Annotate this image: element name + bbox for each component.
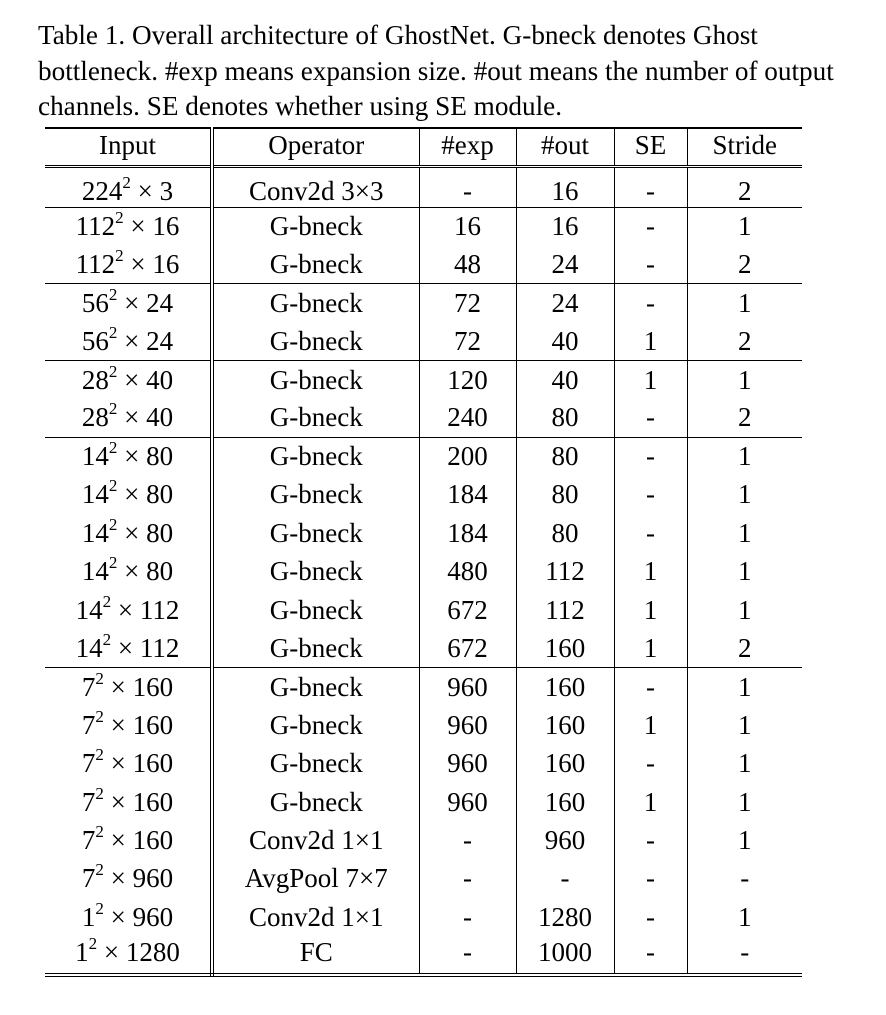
input-channels: × 1280 — [97, 937, 180, 968]
cell-input — [45, 860, 212, 898]
cell-se: - — [614, 514, 687, 552]
header-stride: Stride — [687, 128, 802, 166]
input-size: 14 — [75, 632, 103, 663]
cell-operator: G-bneck — [212, 553, 419, 591]
table-row — [45, 476, 802, 514]
cell-exp: 672 — [419, 629, 516, 667]
input-size: 14 — [81, 441, 109, 472]
input-exponent: 2 — [108, 322, 118, 342]
cell-stride: 1 — [687, 437, 802, 475]
cell-se: 1 — [614, 361, 687, 399]
input-exponent: 2 — [95, 706, 104, 726]
cell-stride: 2 — [738, 632, 752, 663]
cell-stride: 1 — [738, 824, 752, 855]
input-exponent: 2 — [95, 668, 104, 688]
table-row — [45, 553, 802, 591]
cell-se: 1 — [614, 783, 687, 821]
input-exponent: 2 — [108, 361, 118, 381]
cell-se: - — [614, 860, 687, 898]
table-row — [45, 783, 802, 821]
input-channels: × 112 — [111, 632, 180, 663]
cell-out: - — [516, 860, 614, 898]
cell-out: 80 — [516, 476, 614, 514]
cell-out: 160 — [516, 744, 614, 782]
table-row — [45, 361, 802, 399]
input-size: 7 — [81, 748, 96, 779]
cell-out: 16 — [516, 207, 614, 245]
cell-operator: G-bneck — [212, 361, 419, 399]
cell-input — [45, 936, 212, 974]
cell-se: - — [614, 399, 687, 437]
cell-se: - — [614, 166, 687, 207]
cell-out: 160 — [516, 706, 614, 744]
cell-operator: Conv2d 1×1 — [212, 821, 419, 859]
cell-out: 960 — [516, 821, 614, 859]
header-operator: Operator — [212, 128, 419, 166]
input-size: 14 — [81, 556, 109, 587]
cell-stride: 1 — [738, 517, 752, 548]
cell-exp: 16 — [419, 207, 516, 245]
input-size: 1 — [81, 901, 96, 932]
cell-operator: G-bneck — [212, 284, 419, 322]
cell-out: 16 — [516, 166, 614, 207]
cell-se: - — [614, 245, 687, 283]
architecture-table — [45, 127, 802, 977]
cell-out: 40 — [516, 322, 614, 360]
table-row — [45, 936, 802, 974]
input-size: 56 — [81, 325, 109, 356]
input-exponent: 2 — [95, 745, 104, 765]
table-row — [45, 629, 802, 667]
cell-input — [45, 514, 212, 552]
table-row — [45, 399, 802, 437]
input-exponent: 2 — [108, 438, 118, 458]
table-row — [45, 207, 802, 245]
table-row — [45, 166, 802, 207]
architecture-table-container — [45, 127, 802, 977]
header-row — [45, 128, 802, 166]
cell-out: 112 — [516, 591, 614, 629]
input-channels: × 16 — [123, 248, 180, 279]
cell-exp: - — [419, 860, 516, 898]
cell-input — [45, 629, 212, 667]
cell-input — [45, 361, 212, 399]
input-channels: × 16 — [123, 210, 180, 241]
cell-exp: - — [419, 166, 516, 207]
cell-stride: - — [740, 863, 750, 894]
input-exponent: 2 — [115, 207, 124, 227]
input-exponent: 2 — [95, 860, 104, 880]
table-row — [45, 284, 802, 322]
cell-se: 1 — [614, 591, 687, 629]
cell-input — [45, 744, 212, 782]
cell-stride: 1 — [687, 284, 802, 322]
input-size: 7 — [81, 671, 96, 702]
cell-exp: 200 — [419, 437, 516, 475]
table-row — [45, 245, 802, 283]
cell-input — [45, 284, 212, 322]
input-channels: × 80 — [117, 517, 174, 548]
table-row — [45, 668, 802, 706]
table-row — [45, 437, 802, 475]
input-size: 224 — [81, 175, 123, 206]
table-row — [45, 591, 802, 629]
cell-se: - — [614, 936, 687, 974]
input-channels: × 160 — [103, 709, 174, 740]
cell-input — [45, 668, 212, 706]
input-size: 14 — [81, 517, 109, 548]
input-exponent: 2 — [95, 783, 104, 803]
cell-exp: - — [419, 821, 516, 859]
cell-exp: 184 — [419, 514, 516, 552]
cell-stride: 1 — [687, 207, 802, 245]
table-row — [45, 860, 802, 898]
input-size: 7 — [81, 786, 96, 817]
input-exponent: 2 — [95, 898, 104, 918]
cell-stride: 1 — [738, 594, 752, 625]
cell-exp: 480 — [419, 553, 516, 591]
cell-stride: 1 — [738, 709, 752, 740]
cell-input — [45, 706, 212, 744]
cell-input — [45, 821, 212, 859]
input-size: 7 — [81, 709, 96, 740]
cell-stride: 1 — [738, 901, 752, 932]
cell-input — [45, 166, 212, 207]
input-channels: × 960 — [103, 863, 174, 894]
cell-input — [45, 207, 212, 245]
cell-exp: 72 — [419, 284, 516, 322]
cell-se: 1 — [614, 706, 687, 744]
cell-operator: G-bneck — [212, 706, 419, 744]
cell-operator: Conv2d 1×1 — [212, 898, 419, 936]
input-channels: × 960 — [103, 901, 174, 932]
input-channels: × 24 — [117, 287, 174, 318]
cell-stride: 2 — [738, 325, 752, 356]
input-channels: × 80 — [117, 479, 174, 510]
input-size: 7 — [81, 824, 96, 855]
cell-se: - — [614, 821, 687, 859]
input-exponent: 2 — [108, 476, 118, 496]
input-channels: × 3 — [130, 175, 174, 206]
cell-stride: 1 — [738, 748, 752, 779]
header-out: #out — [516, 128, 614, 166]
cell-se: - — [614, 744, 687, 782]
cell-operator: G-bneck — [212, 514, 419, 552]
cell-exp: - — [419, 898, 516, 936]
input-channels: × 160 — [103, 824, 174, 855]
cell-se: 1 — [614, 629, 687, 667]
table-row — [45, 898, 802, 936]
input-channels: × 40 — [117, 402, 174, 433]
cell-exp: 960 — [419, 783, 516, 821]
input-channels: × 80 — [117, 556, 174, 587]
cell-input — [45, 245, 212, 283]
input-exponent: 2 — [122, 172, 131, 192]
cell-se: - — [614, 668, 687, 706]
cell-exp: 48 — [419, 245, 516, 283]
cell-operator: G-bneck — [212, 245, 419, 283]
input-channels: × 112 — [111, 594, 180, 625]
cell-operator: G-bneck — [212, 629, 419, 667]
cell-operator: Conv2d 3×3 — [212, 166, 419, 207]
header-input: Input — [45, 128, 212, 166]
cell-operator: G-bneck — [212, 591, 419, 629]
cell-out: 40 — [516, 361, 614, 399]
input-size: 28 — [81, 402, 109, 433]
table-row — [45, 744, 802, 782]
cell-out: 1280 — [516, 898, 614, 936]
cell-input — [45, 399, 212, 437]
input-channels: × 40 — [117, 364, 174, 395]
header-exp: #exp — [419, 128, 516, 166]
input-size: 14 — [75, 594, 103, 625]
input-channels: × 160 — [103, 786, 174, 817]
cell-out: 80 — [516, 514, 614, 552]
cell-exp: 72 — [419, 322, 516, 360]
input-exponent: 2 — [95, 821, 104, 841]
cell-operator: G-bneck — [212, 668, 419, 706]
cell-operator: G-bneck — [212, 744, 419, 782]
cell-out: 80 — [516, 399, 614, 437]
cell-se: 1 — [614, 553, 687, 591]
cell-operator: G-bneck — [212, 207, 419, 245]
input-channels: × 160 — [103, 748, 174, 779]
input-channels: × 24 — [117, 325, 174, 356]
table-row — [45, 322, 802, 360]
table-body — [45, 166, 802, 975]
table-row — [45, 514, 802, 552]
cell-input — [45, 437, 212, 475]
cell-operator: FC — [212, 936, 419, 974]
input-size: 7 — [81, 863, 96, 894]
cell-out: 160 — [516, 783, 614, 821]
input-exponent: 2 — [108, 553, 118, 573]
cell-se: - — [614, 284, 687, 322]
cell-input — [45, 898, 212, 936]
cell-operator: G-bneck — [212, 437, 419, 475]
cell-exp: 960 — [419, 706, 516, 744]
cell-stride: 1 — [738, 786, 752, 817]
cell-se: 1 — [614, 322, 687, 360]
cell-operator: G-bneck — [212, 322, 419, 360]
cell-out: 80 — [516, 437, 614, 475]
cell-input — [45, 553, 212, 591]
input-exponent: 2 — [102, 629, 112, 649]
cell-out: 1000 — [516, 936, 614, 974]
cell-se: - — [614, 437, 687, 475]
cell-operator: G-bneck — [212, 476, 419, 514]
cell-stride: 2 — [738, 402, 752, 433]
cell-exp: 960 — [419, 744, 516, 782]
cell-operator: G-bneck — [212, 399, 419, 437]
input-exponent: 2 — [108, 284, 118, 304]
cell-stride: - — [687, 936, 802, 974]
table-row — [45, 821, 802, 859]
cell-operator: G-bneck — [212, 783, 419, 821]
input-exponent: 2 — [108, 399, 118, 419]
cell-out: 24 — [516, 284, 614, 322]
cell-exp: - — [419, 936, 516, 974]
cell-stride: 1 — [687, 668, 802, 706]
cell-exp: 240 — [419, 399, 516, 437]
cell-exp: 184 — [419, 476, 516, 514]
cell-stride: 1 — [738, 556, 752, 587]
cell-out: 160 — [516, 668, 614, 706]
input-size: 1 — [75, 937, 89, 968]
cell-input — [45, 322, 212, 360]
input-size: 112 — [75, 210, 116, 241]
cell-input — [45, 591, 212, 629]
cell-stride: 2 — [738, 248, 752, 279]
cell-stride: 1 — [687, 361, 802, 399]
cell-out: 24 — [516, 245, 614, 283]
cell-out: 112 — [516, 553, 614, 591]
header-se: SE — [614, 128, 687, 166]
input-channels: × 160 — [103, 671, 174, 702]
cell-se: - — [614, 207, 687, 245]
input-size: 56 — [81, 287, 109, 318]
input-exponent: 2 — [108, 514, 118, 534]
input-exponent: 2 — [115, 245, 124, 265]
cell-input — [45, 476, 212, 514]
cell-exp: 960 — [419, 668, 516, 706]
input-exponent: 2 — [102, 591, 112, 611]
input-size: 14 — [81, 479, 109, 510]
table-caption: Table 1. Overall architecture of GhostNet. G-bneck denotes Ghost bottleneck. #exp means expansion size. #out means the number of output channels. SE denotes whether using SE module. — [38, 20, 834, 121]
input-channels: × 80 — [117, 441, 174, 472]
cell-se: - — [614, 476, 687, 514]
cell-exp: 672 — [419, 591, 516, 629]
table-row — [45, 706, 802, 744]
cell-exp: 120 — [419, 361, 516, 399]
input-size: 28 — [81, 364, 109, 395]
cell-stride: 1 — [738, 479, 752, 510]
input-size: 112 — [75, 248, 116, 279]
cell-out: 160 — [516, 629, 614, 667]
cell-se: - — [614, 898, 687, 936]
cell-input — [45, 783, 212, 821]
cell-operator: AvgPool 7×7 — [212, 860, 419, 898]
input-exponent: 2 — [88, 934, 98, 954]
cell-stride: 2 — [738, 175, 752, 206]
